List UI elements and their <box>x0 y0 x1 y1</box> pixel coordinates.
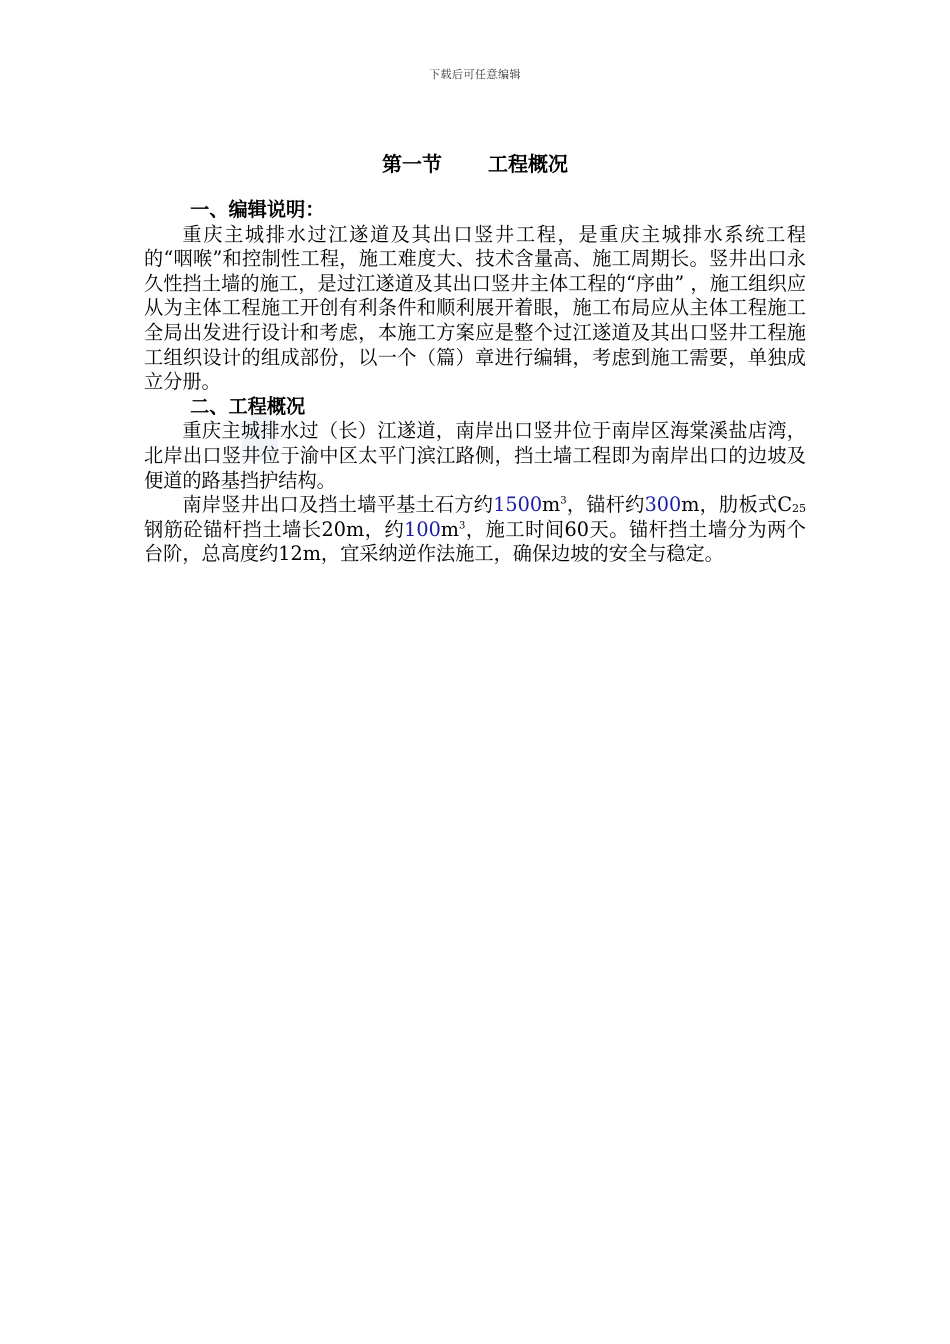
text-run: ，施工时间60天。锚杆挡土墙分为两个台阶，总高度约12m，宜采纳逆作法施工，确保边坡的安全与稳定。 <box>144 517 806 566</box>
document-body <box>144 198 806 567</box>
text-run: 南岸竖井出口及挡土墙平基土石方约 <box>182 493 494 517</box>
superscript: 3 <box>459 520 466 532</box>
page-title <box>0 148 950 177</box>
section-heading-editing-notes: 一、编辑说明： <box>190 198 325 221</box>
text-run: ，锚杆约 <box>566 493 645 517</box>
header-note: 下载后可任意编辑 <box>429 68 521 81</box>
paragraph-editing-notes: 重庆主城排水过江遂道及其出口竖井工程，是重庆主城排水系统工程的“咽喉”和控制性工程，施工难度大、技术含量高、施工周期长。竖井出口永久性挡土墙的施工，是过江遂道及其出口竖井主体工程的“序曲” ，施工组织应从为主体工程施工开创有利条件和顺利展开着眼，施工布局应从主体工程施工全局出发进行设计和考虑，本施工方案应是整个过江遂道及其出口竖井工程施工组织设计的组成部份，以一个（篇）章进行编辑，考虑到施工需要，单独成立分册。 <box>144 222 806 394</box>
paragraph-project-location: 重庆主城排水过（长）江遂道，南岸出口竖井位于南岸区海棠溪盐店湾，北岸出口竖井位于渝中区太平门滨江路侧，挡土墙工程即为南岸出口的边坡及便道的路基挡护结构。 <box>144 419 806 492</box>
title-section-name: 工程概况 <box>488 152 568 176</box>
subscript: 25 <box>792 502 806 516</box>
concrete-volume-value: 100 <box>404 517 441 541</box>
section-heading-project-overview: 二、工程概况 <box>190 394 306 418</box>
anchor-length-value: 300 <box>644 493 682 517</box>
paragraph-project-quantities <box>144 493 806 567</box>
title-section-number: 第一节 <box>382 152 442 176</box>
text-run: m，肋板式C <box>681 493 792 517</box>
text-run: 钢筋砼锚杆挡土墙长20m，约 <box>144 517 405 541</box>
earthwork-volume-value: 1500 <box>493 493 543 517</box>
text-run: m <box>440 517 459 541</box>
superscript: 3 <box>560 495 567 507</box>
text-run: m <box>542 493 561 517</box>
